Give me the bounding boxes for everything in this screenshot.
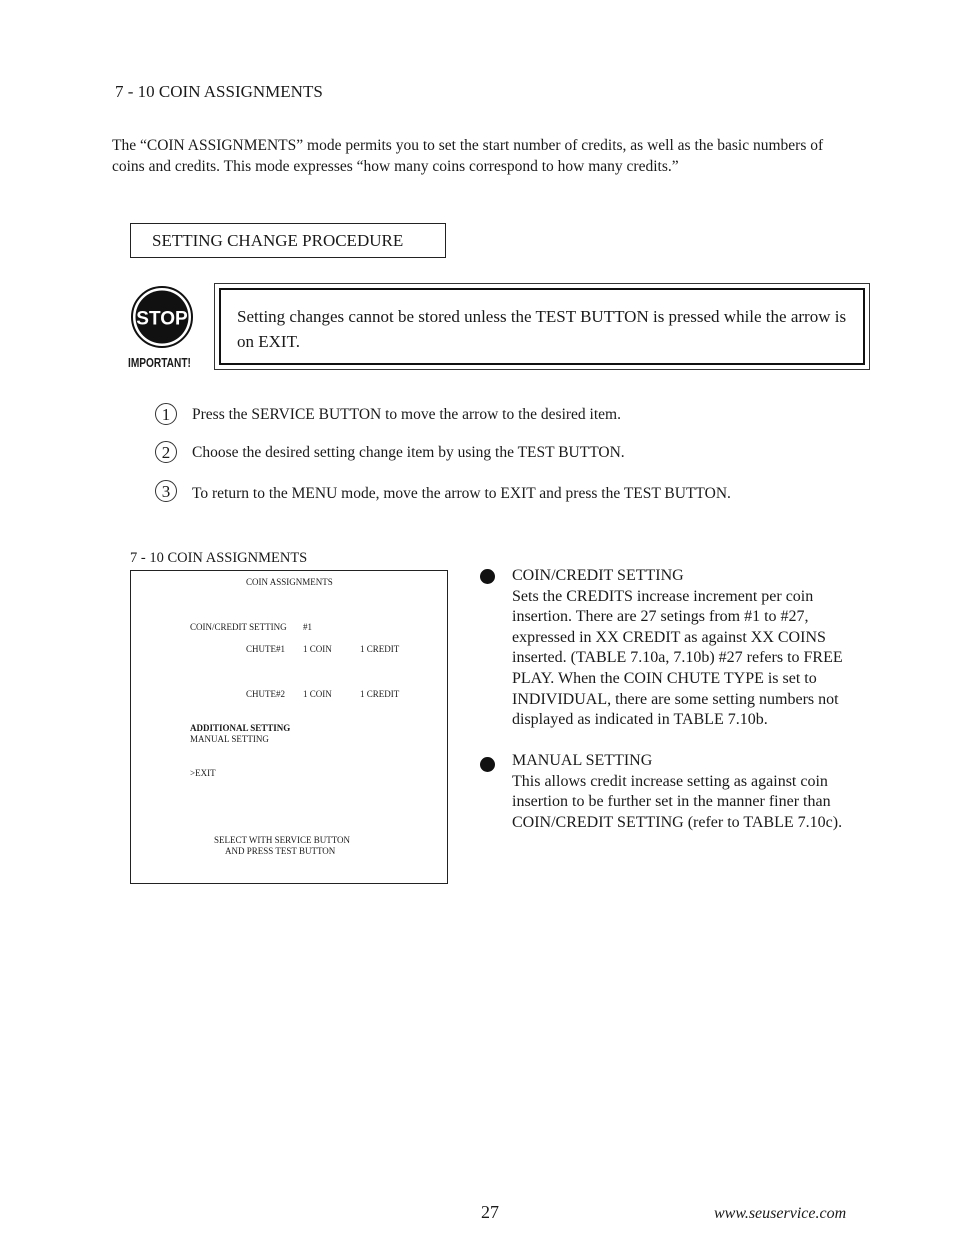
warning-text: Setting changes cannot be stored unless the TEST BUTTON is pressed while the arrow is on EXIT. [219,288,865,365]
description-line: inserted. (TABLE 7.10a, 7.10b) #27 refers to FREE [512,649,843,667]
step-text: Press the SERVICE BUTTON to move the arrow to the desired item. [192,406,621,423]
step-number: 3 [155,480,177,502]
stop-sign [128,283,198,373]
description-line: displayed as indicated in TABLE 7.10b. [512,711,768,729]
stop-sign-text: STOP [136,308,188,330]
description-line: Sets the CREDITS increase increment per coin [512,587,814,605]
exit-item: >EXIT [190,768,216,778]
procedure-title-box: SETTING CHANGE PROCEDURE [130,223,446,258]
bullet-icon [480,757,495,772]
section-heading: 7 - 10 COIN ASSIGNMENTS [115,82,323,101]
chute1-credit: 1 CREDIT [360,644,400,654]
coin-credit-value: #1 [303,622,312,632]
important-caption: IMPORTANT! [128,355,191,370]
screen-footer-line2: AND PRESS TEST BUTTON [225,846,336,856]
coin-credit-description [512,566,882,731]
screen-footer-line1: SELECT WITH SERVICE BUTTON [214,835,351,845]
manual-setting-description [512,751,882,833]
additional-setting: ADDITIONAL SETTING [190,723,291,733]
warning-box [214,283,870,370]
page-number: 27 [481,1202,499,1222]
description-line: PLAY. When the COIN CHUTE TYPE is set to [512,669,817,687]
website-link[interactable]: www.seuservice.com [714,1205,847,1222]
description-line: expressed in XX CREDIT as against XX COINS [512,628,826,646]
coin-credit-label: COIN/CREDIT SETTING [190,622,287,632]
screen-title: COIN ASSIGNMENTS [246,577,333,587]
description-title: MANUAL SETTING [512,752,653,769]
screen-label: 7 - 10 COIN ASSIGNMENTS [130,550,308,566]
description-line: This allows credit increase setting as against coin [512,772,828,790]
intro-paragraph: The “COIN ASSIGNMENTS” mode permits you to set the start number of credits, as well as the basic numbers of coins and credits. This mode expresses “how many coins correspond to how many credits.” [112,137,824,175]
bullet-icon [480,569,495,584]
description-line: INDIVIDUAL, there are some setting numbers not [512,690,839,708]
stop-octagon-icon [131,286,193,348]
step-number: 1 [155,403,177,425]
step-number: 2 [155,441,177,463]
menu-screen [130,570,448,884]
manual-setting: MANUAL SETTING [190,734,269,744]
chute2-credit: 1 CREDIT [360,689,400,699]
description-line: COIN/CREDIT SETTING (refer to TABLE 7.10c). [512,813,843,831]
step-text: To return to the MENU mode, move the arrow to EXIT and press the TEST BUTTON. [192,485,731,502]
description-line: insertion to be further set in the manner finer than [512,793,831,811]
chute1-coin: 1 COIN [303,644,332,654]
description-title: COIN/CREDIT SETTING [512,567,684,584]
chute1-name: CHUTE#1 [246,644,285,654]
chute2-coin: 1 COIN [303,689,332,699]
description-line: insertion. There are 27 setings from #1 to #27, [512,608,809,626]
chute2-name: CHUTE#2 [246,689,285,699]
step-text: Choose the desired setting change item by using the TEST BUTTON. [192,444,625,461]
